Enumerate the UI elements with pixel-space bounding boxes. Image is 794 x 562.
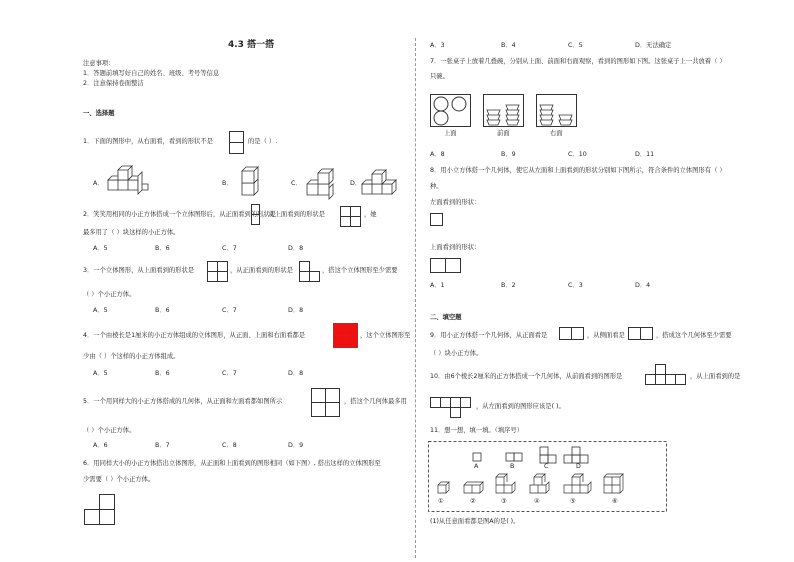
q1-option-a: A． bbox=[93, 180, 104, 187]
q3-front-view-figure bbox=[299, 261, 321, 283]
q7-top-view-figure bbox=[430, 94, 472, 128]
q7-text-b: 只碗。 bbox=[430, 73, 449, 80]
q11-num-6: ⑥ bbox=[612, 498, 618, 505]
q4-view-figure bbox=[333, 323, 359, 349]
q2-text-c: ，她 bbox=[364, 211, 377, 218]
q9-text-d: （ ）块小正方体。 bbox=[430, 350, 483, 357]
q3-option-b: B．6 bbox=[155, 307, 170, 314]
q1-option-d: D． bbox=[350, 180, 362, 187]
q5-text-b: ，搭这个几何体最多用 bbox=[344, 398, 407, 405]
q1-option-c: C． bbox=[291, 180, 302, 187]
q6-option-a: A．3 bbox=[430, 42, 445, 49]
q11-sub-question-1: (1)从任意面看都是图A的是( )。 bbox=[430, 518, 520, 525]
q11-text-a: 11．想一想，填一填。（填序号） bbox=[430, 427, 524, 434]
q3-text-b: ，从正面看到的形状是 bbox=[230, 267, 293, 274]
q9-text-a: 9．用小正方体搭一个几何体，从正面看是 bbox=[430, 332, 548, 339]
q11-num-5: ⑤ bbox=[570, 498, 576, 505]
q10-text-b: ，从上面看到的是 bbox=[690, 373, 741, 380]
q7-text-a: 7．一张桌子上放着几叠碗，分别从上面、前面和右面观察，看到的图形如下图。这张桌子上一共放着（ ） bbox=[430, 58, 726, 65]
column-divider bbox=[415, 38, 416, 558]
q3-text-a: 3．一个立体图形，从上面看到的形状是 bbox=[83, 267, 195, 274]
q4-option-c: C．7 bbox=[222, 370, 237, 377]
q10-top-view-figure bbox=[430, 397, 474, 419]
q10-text-a: 10．由6个棱长2厘米的正方体搭成一个几何体，从前面看到的图形是 bbox=[430, 373, 623, 380]
q7-option-d: D．11 bbox=[635, 151, 655, 158]
q4-text-c: 少由（ ）个这样的小正方体组成。 bbox=[83, 353, 180, 360]
q5-option-b: B．7 bbox=[155, 442, 170, 449]
q1-text-a: 1．下面的图形中，从右面看，看到的形状不是 bbox=[83, 138, 213, 145]
q8-top-view-figure bbox=[430, 258, 462, 274]
q2-text-b: ，从上面看到的形状是 bbox=[262, 211, 325, 218]
q2-option-c: C．7 bbox=[222, 245, 237, 252]
q1-text-b: 的是（ ）. bbox=[248, 138, 278, 145]
q2-option-a: A．5 bbox=[93, 245, 108, 252]
q6-option-b: B．4 bbox=[501, 42, 516, 49]
q7-option-b: B．9 bbox=[501, 151, 516, 158]
q6-option-d: D．无法确定 bbox=[635, 42, 672, 49]
q2-option-d: D．8 bbox=[288, 245, 304, 252]
q8-left-view-figure bbox=[430, 213, 444, 227]
q2-option-b: B．6 bbox=[155, 245, 170, 252]
q5-view-figure bbox=[311, 388, 341, 418]
q6-option-c: C．5 bbox=[568, 42, 583, 49]
q2-front-view-figure bbox=[251, 204, 261, 226]
q10-text-c: ，从左面看到的图形应该是( )。 bbox=[476, 403, 565, 410]
q7-front-view-figure bbox=[483, 94, 525, 128]
q9-front-view-figure bbox=[559, 327, 585, 341]
q5-text-c: （ ）个小正方体。 bbox=[83, 427, 136, 434]
q5-option-d: D．9 bbox=[288, 442, 304, 449]
q7-view-label-front: 前面 bbox=[497, 130, 510, 137]
q1-option-d-figure bbox=[360, 164, 406, 198]
q1-right-view-figure bbox=[229, 131, 245, 155]
q8-option-a: A．1 bbox=[430, 282, 445, 289]
q8-text-a: 8．用小立方体搭一个几何体，使它从左面和上面看到的形状分别如下图所示，符合条件的立体图形有（ ） bbox=[430, 167, 726, 174]
q7-view-label-right: 右面 bbox=[550, 130, 563, 137]
q4-option-d: D．8 bbox=[288, 370, 304, 377]
q5-option-a: A．6 bbox=[93, 442, 108, 449]
q8-option-b: B．2 bbox=[501, 282, 516, 289]
q7-option-a: A．8 bbox=[430, 151, 445, 158]
section-heading-choice: 一、选择题 bbox=[83, 110, 115, 117]
q9-text-b: ，从侧面看是 bbox=[587, 332, 625, 339]
q3-option-c: C．7 bbox=[222, 307, 237, 314]
q5-option-c: C．8 bbox=[222, 442, 237, 449]
q7-option-c: C．10 bbox=[568, 151, 587, 158]
q2-text-a: 2．笑笑用相同的小正方体搭成一个立体图形后，从正面看到的形状是 bbox=[83, 211, 276, 218]
q11-num-1: ① bbox=[438, 498, 444, 505]
q7-right-view-figure bbox=[536, 94, 578, 128]
q2-text-d: 最多用了（ ）块这样的小正方体。 bbox=[83, 229, 180, 236]
page-title: 4.3 搭一搭 bbox=[228, 40, 275, 50]
q10-front-view-figure bbox=[645, 364, 689, 386]
q11-label-b: B bbox=[510, 463, 515, 470]
q1-option-b-figure bbox=[240, 165, 272, 197]
q9-side-view-figure bbox=[628, 327, 654, 341]
q2-top-view-figure bbox=[340, 206, 362, 228]
q11-label-a: A bbox=[474, 463, 479, 470]
q8-text-b: 种。 bbox=[430, 183, 443, 190]
notes-item-1: 1．答题前填写好自己的姓名、班级、考号等信息 bbox=[83, 70, 220, 77]
q11-label-c: C bbox=[544, 463, 549, 470]
q9-text-c: ，搭成这个几何体至少需要 bbox=[656, 332, 732, 339]
q3-option-d: D．8 bbox=[288, 307, 304, 314]
q4-option-b: B．6 bbox=[155, 370, 170, 377]
q7-view-label-top: 上面 bbox=[444, 130, 457, 137]
q6-text-a: 6．用同样大小的小正方体搭出立体图形，从正面和上面看到的图形相同（如下图）, 搭出这样的立体图形至 bbox=[83, 460, 381, 467]
q1-option-a-figure bbox=[106, 168, 152, 198]
q6-text-b: 少需要（ ）个小正方体。 bbox=[83, 476, 155, 483]
q11-num-2: ② bbox=[470, 498, 476, 505]
q4-text-b: ，这个立体图形至 bbox=[360, 332, 411, 339]
q3-option-a: A．5 bbox=[93, 307, 108, 314]
q3-text-d: （ ）个小正方体。 bbox=[83, 291, 136, 298]
q1-option-c-figure bbox=[305, 164, 341, 198]
q8-option-c: C．3 bbox=[568, 282, 583, 289]
q4-option-a: A．5 bbox=[93, 370, 108, 377]
q6-view-figure bbox=[84, 494, 116, 526]
q11-num-3: ③ bbox=[501, 498, 507, 505]
section-heading-fill: 二、填空题 bbox=[430, 314, 462, 321]
notes-heading: 注意事项： bbox=[83, 60, 115, 67]
q3-top-view-figure bbox=[207, 261, 229, 283]
q8-top-view-label: 上面看到的形状： bbox=[430, 244, 481, 251]
q8-option-d: D．4 bbox=[635, 282, 651, 289]
q11-figure-box bbox=[428, 441, 668, 513]
q3-text-c: ，搭这个立体图形至少需要 bbox=[322, 267, 398, 274]
q1-option-b: B． bbox=[222, 180, 233, 187]
q11-num-4: ④ bbox=[534, 498, 540, 505]
q11-label-d: D bbox=[576, 463, 581, 470]
q5-text-a: 5．一个用同样大的小正方体搭成的几何体，从正面和左面看都如图所示 bbox=[83, 398, 283, 405]
notes-item-2: 2．注意保持卷面整洁 bbox=[83, 80, 144, 87]
q4-text-a: 4．一个由棱长是1厘米的小正方体组成的立体图形，从正面、上面和右面看都是 bbox=[83, 332, 306, 339]
q8-left-view-label: 左面看到的形状： bbox=[430, 199, 481, 206]
